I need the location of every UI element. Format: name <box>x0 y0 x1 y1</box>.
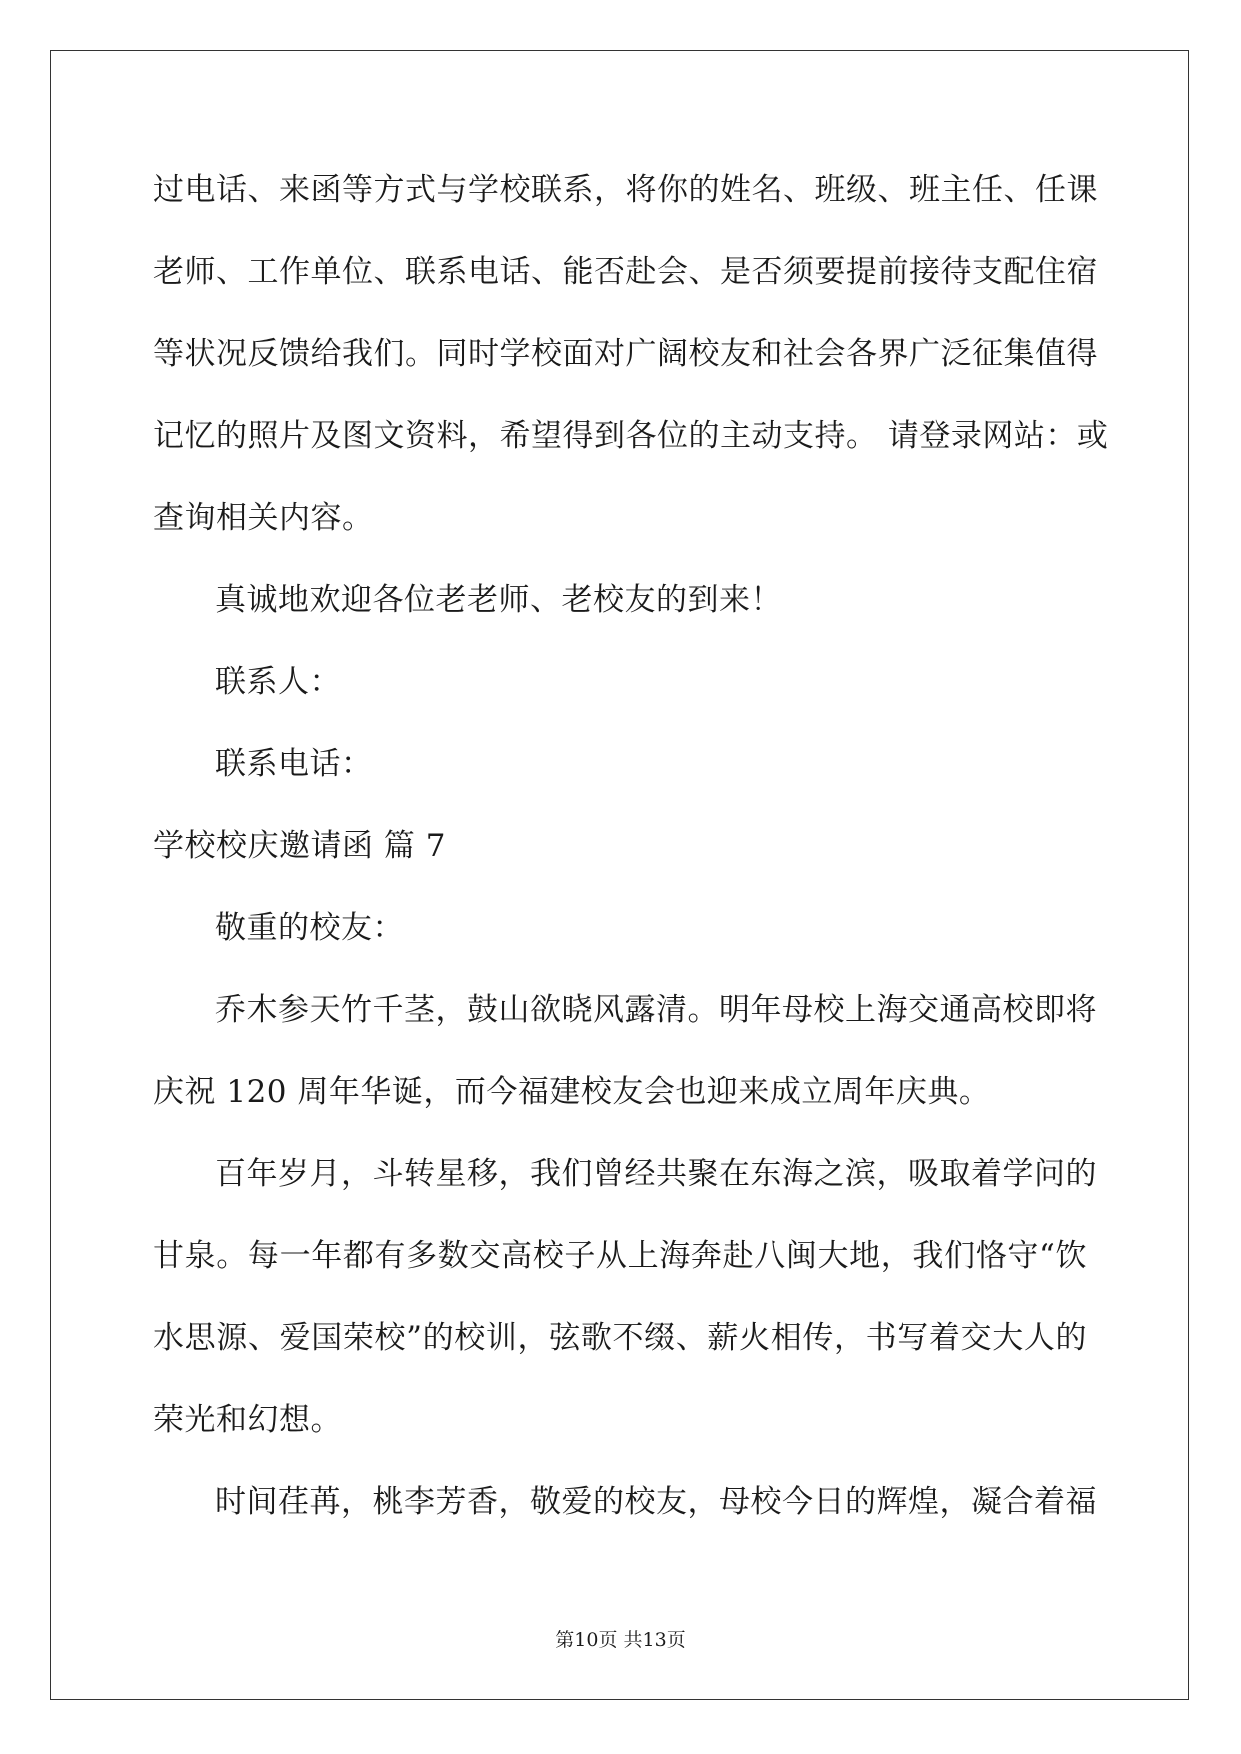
body-line-17: 时间荏苒，桃李芳香，敬爱的校友，母校今日的辉煌，凝合着福 <box>215 1484 1097 1520</box>
body-line-4: 记忆的照片及图文资料，希望得到各位的主动支持。 请登录网站：或 <box>153 418 1109 454</box>
page-border <box>50 50 1189 1700</box>
body-line-3: 等状况反馈给我们。同时学校面对广阔校友和社会各界广泛征集值得 <box>153 336 1098 372</box>
body-line-12: 庆祝 120 周年华诞，而今福建校友会也迎来成立周年庆典。 <box>153 1074 991 1110</box>
page-number: 第10页 共13页 <box>555 1629 686 1651</box>
contact-phone-label: 联系电话： <box>215 746 373 782</box>
body-line-11: 乔木参天竹千茎，鼓山欲晓风露清。明年母校上海交通高校即将 <box>215 992 1097 1028</box>
body-line-15: 水思源、爱国荣校”的校训，弦歌不缀、薪火相传，书写着交大人的 <box>153 1320 1087 1356</box>
body-line-1: 过电话、来函等方式与学校联系，将你的姓名、班级、班主任、任课 <box>153 172 1098 208</box>
body-line-2: 老师、工作单位、联系电话、能否赴会、是否须要提前接待支配住宿 <box>153 254 1098 290</box>
body-line-5: 查询相关内容。 <box>153 500 374 536</box>
body-line-14: 甘泉。每一年都有多数交高校子从上海奔赴八闽大地，我们恪守“饮 <box>153 1238 1087 1274</box>
salutation: 敬重的校友： <box>215 910 404 946</box>
body-line-13: 百年岁月，斗转星移，我们曾经共聚在东海之滨，吸取着学问的 <box>215 1156 1097 1192</box>
welcome-line: 真诚地欢迎各位老老师、老校友的到来！ <box>215 582 782 618</box>
contact-person-label: 联系人： <box>215 664 341 700</box>
section-heading: 学校校庆邀请函 篇 7 <box>153 828 446 864</box>
body-line-16: 荣光和幻想。 <box>153 1402 342 1438</box>
